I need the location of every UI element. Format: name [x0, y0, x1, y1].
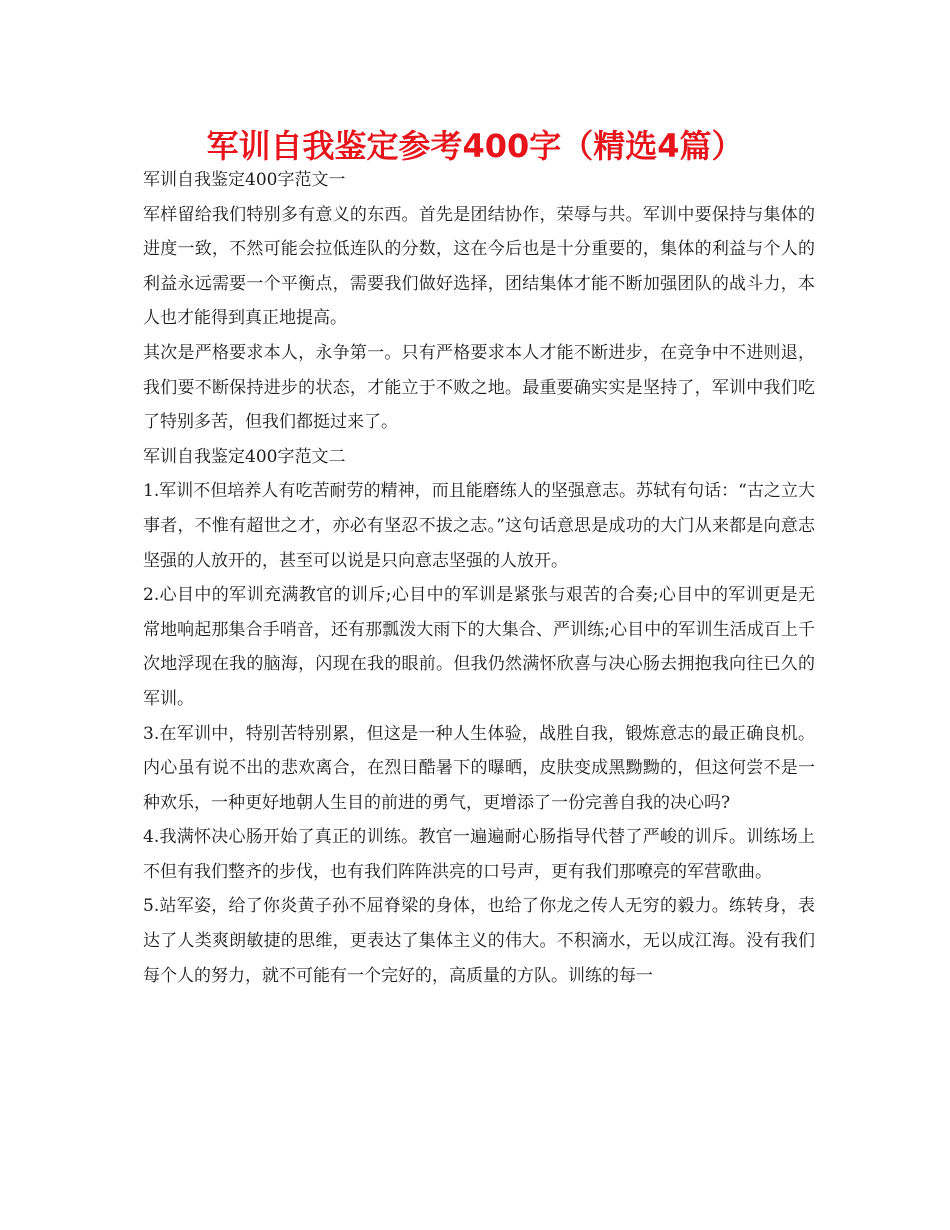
- paragraph: 其次是严格要求本人，永争第一。只有严格要求本人才能不断进步，在竞争中不进则退，我们要不断保持进步的状态，才能立于不败之地。最重要确实实是坚持了，军训中我们吃了特别多苦，但我们都挺过来了。: [143, 342, 815, 433]
- paragraph: 2.心目中的军训充满教官的训斥;心目中的军训是紧张与艰苦的合奏;心目中的军训更是无常地响起那集合手哨音，还有那瓢泼大雨下的大集合、严训练;心目中的军训生活成百上千次地浮现在我的脑海，闪现在我的眼前。但我仍然满怀欣喜与决心肠去拥抱我向往已久的军训。: [143, 585, 815, 709]
- document-body: [143, 163, 815, 993]
- document-title: 军训自我鉴定参考400字（精选4篇）: [206, 127, 744, 165]
- paragraph: 军样留给我们特别多有意义的东西。首先是团结协作，荣辱与共。军训中要保持与集体的进度一致，不然可能会拉低连队的分数，这在今后也是十分重要的，集体的利益与个人的利益永远需要一个平衡点，需要我们做好选择，团结集体才能不断加强团队的战斗力，本人也才能得到真正地提高。: [143, 204, 815, 329]
- paragraph: 5.站军姿，给了你炎黄子孙不屈脊梁的身体，也给了你龙之传人无穷的毅力。练转身，表达了人类爽朗敏捷的思维，更表达了集体主义的伟大。不积滴水，无以成江海。没有我们每个人的努力，就不可能有一个完好的，高质量的方队。训练的每一: [143, 896, 815, 986]
- section-heading-2: 军训自我鉴定400字范文二: [143, 446, 346, 467]
- paragraph: 1.军训不但培养人有吃苦耐劳的精神，而且能磨练人的坚强意志。苏轼有句话：“古之立大事者，不惟有超世之才，亦必有坚忍不拔之志。”这句话意思是成功的大门从来都是向意志坚强的人放开的，甚至可以说是只向意志坚强的人放开。: [143, 481, 815, 571]
- paragraph: 3.在军训中，特别苦特别累，但这是一种人生体验，战胜自我，锻炼意志的最正确良机。内心虽有说不出的悲欢离合，在烈日酷暑下的曝晒，皮肤变成黑黝黝的，但这何尝不是一种欢乐，一种更好地朝人生目的前进的勇气，更增添了一份完善自我的决心吗?: [143, 723, 815, 813]
- paragraph: 4.我满怀决心肠开始了真正的训练。教官一遍遍耐心肠指导代替了严峻的训斥。训练场上不但有我们整齐的步伐，也有我们阵阵洪亮的口号声，更有我们那嘹亮的军营歌曲。: [143, 827, 815, 882]
- section-heading-1: 军训自我鉴定400字范文一: [143, 170, 346, 190]
